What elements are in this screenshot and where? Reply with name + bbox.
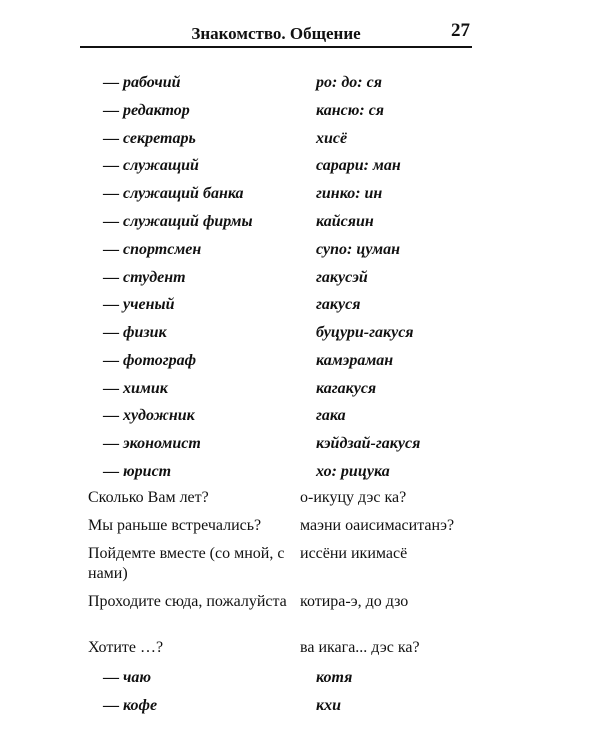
russian-phrase: Мы раньше встречались? xyxy=(88,517,262,534)
dash: — xyxy=(103,241,119,258)
russian-text: физик xyxy=(123,324,167,341)
russian-phrase xyxy=(103,129,308,149)
russian-phrase: Проходите сюда, пожалуйста xyxy=(88,593,287,610)
page-number: 27 xyxy=(451,20,470,41)
japanese-phrase: хо: рицука xyxy=(316,463,390,480)
russian-text: студент xyxy=(123,269,186,286)
japanese-phrase: о-икуцу дэс ка? xyxy=(300,489,407,506)
russian-phrase xyxy=(103,696,308,716)
dash: — xyxy=(103,157,119,174)
russian-text: юрист xyxy=(123,463,172,480)
dash: — xyxy=(103,130,119,147)
dash: — xyxy=(103,74,119,91)
dash: — xyxy=(103,352,119,369)
russian-text: секретарь xyxy=(123,130,196,147)
russian-text: служащий xyxy=(123,157,199,174)
dash: — xyxy=(103,697,119,714)
dash: — xyxy=(103,463,119,480)
russian-text: служащий банка xyxy=(123,185,244,202)
russian-phrase: Сколько Вам лет? xyxy=(88,489,209,506)
japanese-phrase: гакусэй xyxy=(316,269,368,286)
russian-text: художник xyxy=(123,407,195,424)
japanese-phrase: кхи xyxy=(316,697,342,714)
chapter-title: Знакомство. Общение xyxy=(191,24,361,43)
russian-phrase: Хотите …? xyxy=(88,639,164,656)
russian-text: рабочий xyxy=(123,74,181,91)
dash: — xyxy=(103,380,119,397)
russian-phrase: Пойдемте вместе (со мной, с нами) xyxy=(88,545,285,582)
dash: — xyxy=(103,669,119,686)
russian-phrase xyxy=(103,212,308,232)
russian-text: спортсмен xyxy=(123,241,202,258)
japanese-phrase: буцури-гакуся xyxy=(316,324,414,341)
dash: — xyxy=(103,407,119,424)
russian-phrase xyxy=(103,268,308,288)
dash: — xyxy=(103,324,119,341)
japanese-phrase: котира-э, до дзо xyxy=(300,593,409,610)
japanese-phrase: иссёни икимасё xyxy=(300,545,408,562)
russian-phrase xyxy=(103,406,308,426)
russian-text: кофе xyxy=(123,697,158,714)
russian-text: ученый xyxy=(123,296,175,313)
russian-phrase xyxy=(103,323,308,343)
russian-text: экономист xyxy=(123,435,201,452)
dash: — xyxy=(103,296,119,313)
russian-phrase xyxy=(103,434,308,454)
japanese-phrase: ро: до: ся xyxy=(316,74,382,91)
japanese-phrase: ва икага... дэс ка? xyxy=(300,639,420,656)
japanese-phrase: кагакуся xyxy=(316,380,377,397)
dash: — xyxy=(103,435,119,452)
japanese-phrase: гинко: ин xyxy=(316,185,383,202)
russian-phrase xyxy=(103,462,308,482)
dash: — xyxy=(103,213,119,230)
japanese-phrase: гакуся xyxy=(316,296,361,313)
dash: — xyxy=(103,269,119,286)
dash: — xyxy=(103,102,119,119)
japanese-phrase: гака xyxy=(316,407,346,424)
russian-phrase xyxy=(103,240,308,260)
japanese-phrase: кэйдзай-гакуся xyxy=(316,435,421,452)
japanese-phrase: котя xyxy=(316,669,353,686)
japanese-phrase: кансю: ся xyxy=(316,102,385,119)
dash: — xyxy=(103,185,119,202)
russian-phrase xyxy=(103,156,308,176)
russian-phrase xyxy=(103,668,308,688)
japanese-phrase: маэни оаисимаситанэ? xyxy=(300,517,455,534)
russian-text: фотограф xyxy=(123,352,197,369)
russian-text: чаю xyxy=(123,669,152,686)
russian-phrase xyxy=(103,184,308,204)
russian-phrase xyxy=(103,101,308,121)
russian-phrase xyxy=(103,379,308,399)
russian-phrase xyxy=(103,73,308,93)
japanese-phrase: хисё xyxy=(316,130,348,147)
japanese-phrase: супо: цуман xyxy=(316,241,400,258)
japanese-phrase: кайсяин xyxy=(316,213,374,230)
japanese-phrase: сарари: ман xyxy=(316,157,401,174)
russian-text: редактор xyxy=(123,102,190,119)
russian-phrase xyxy=(103,295,308,315)
russian-text: служащий фирмы xyxy=(123,213,253,230)
russian-text: химик xyxy=(123,380,168,397)
japanese-phrase: камэраман xyxy=(316,352,394,369)
russian-phrase xyxy=(103,351,308,371)
